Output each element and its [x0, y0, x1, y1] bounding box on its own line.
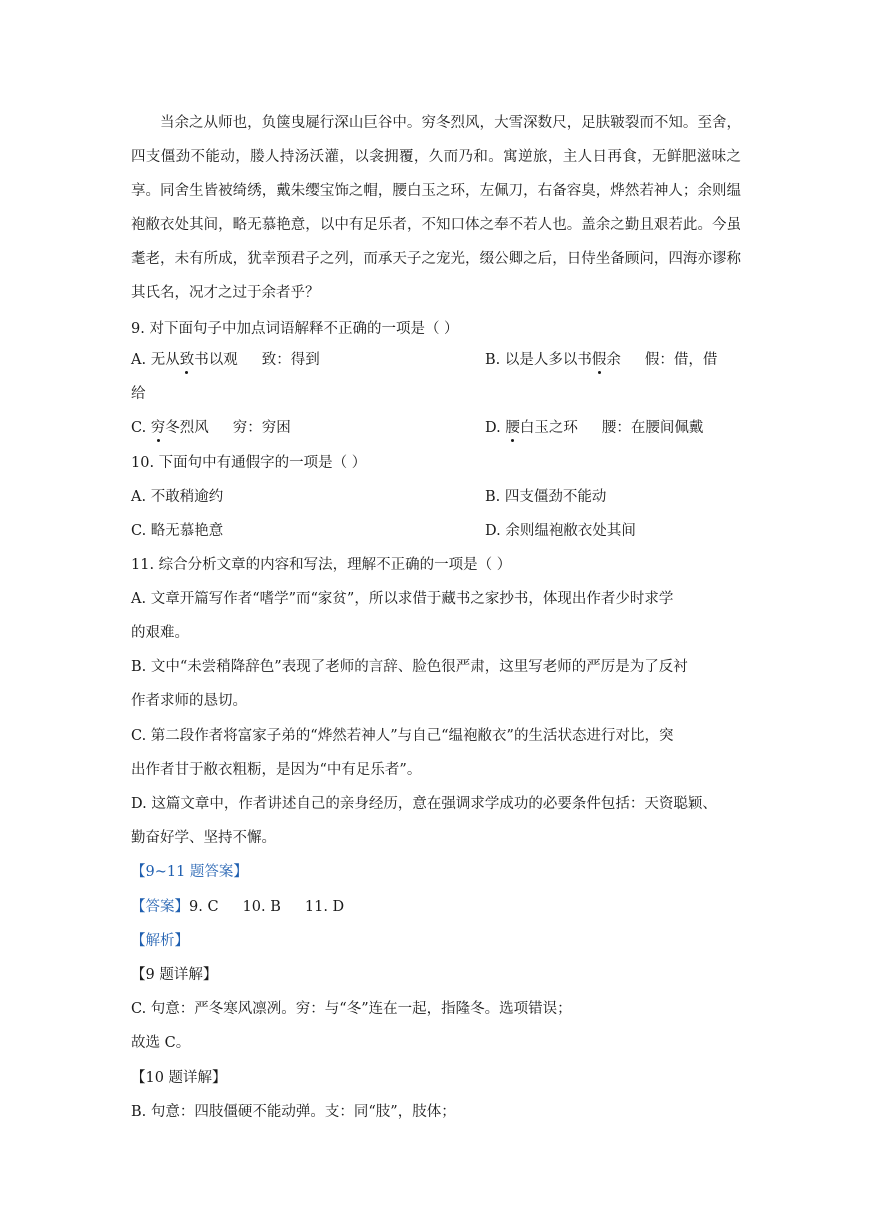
q9-option-b: B. 以是人多以书假余 假：借，借 — [485, 352, 718, 368]
answer-10: 10. B — [242, 899, 281, 915]
answer-label: 【答案】 — [131, 899, 189, 915]
q9-stem: 9. 对下面句子中加点词语解释不正确的一项是（ ） — [131, 321, 459, 337]
emphasis-dot-char: 穷 — [150, 420, 166, 436]
q11-option-b-line1: B. 文中“未尝稍降辞色”表现了老师的言辞、脸色很严肃，这里写老师的严厉是为了反衬 — [131, 659, 688, 675]
q11-option-d-line1: D. 这篇文章中，作者讲述自己的亲身经历，意在强调求学成功的必要条件包括：天资聪颖、 — [131, 796, 717, 812]
analysis-label: 【解析】 — [131, 933, 189, 949]
q10-option-a: A. 不敢稍逾约 — [131, 489, 224, 505]
q9-conclusion: 故选 C。 — [131, 1035, 191, 1051]
q10-option-b: B. 四支僵劲不能动 — [485, 489, 607, 505]
q10-option-c: C. 略无慕艳意 — [131, 523, 224, 539]
q9-option-b-continued: 给 — [131, 386, 146, 402]
answer-section-header: 【9~11 题答案】 — [131, 864, 248, 880]
q11-option-c-line1: C. 第二段作者将富家子弟的“烨然若神人”与自己“缊袍敝衣”的生活状态进行对比，突 — [131, 728, 674, 744]
q9-option-c: C. 穷冬烈风 穷：穷困 — [131, 420, 291, 436]
q11-option-b-line2: 作者求师的恳切。 — [131, 693, 247, 709]
q10-detail-text: B. 句意：四肢僵硬不能动弹。支：同“肢”，肢体； — [131, 1104, 456, 1120]
emphasis-dot-char: 致 — [179, 352, 195, 368]
q9-option-a: A. 无从致书以观 致：得到 — [131, 352, 320, 368]
q10-detail-header: 【10 题详解】 — [131, 1070, 227, 1086]
emphasis-dot-char: 腰 — [505, 420, 520, 436]
q11-option-a-line2: 的艰难。 — [131, 625, 189, 641]
q11-stem: 11. 综合分析文章的内容和写法，理解不正确的一项是（ ） — [131, 557, 512, 573]
q9-option-d: D. 腰白玉之环 腰：在腰间佩戴 — [485, 420, 704, 436]
q11-option-c-line2: 出作者甘于敝衣粗粝，是因为“中有足乐者”。 — [131, 762, 422, 778]
answer-9: 9. C — [189, 899, 219, 915]
q11-option-a-line1: A. 文章开篇写作者“嗜学”而“家贫”，所以求借于藏书之家抄书，体现出作者少时求学 — [131, 591, 674, 607]
q9-detail-header: 【9 题详解】 — [131, 967, 218, 983]
q9-detail-text: C. 句意：严冬寒风凛冽。穷：与“冬”连在一起，指隆冬。选项错误； — [131, 1001, 572, 1017]
q10-stem: 10. 下面句中有通假字的一项是（ ） — [131, 455, 367, 471]
answer-row — [131, 897, 344, 917]
passage-paragraph: 当余之从师也，负箧曳屣行深山巨谷中。穷冬烈风，大雪深数尺，足肤皲裂而不知。至舍，四支僵劲不能动，媵人持汤沃灌，以衾拥覆，久而乃和。寓逆旅，主人日再食，无鲜肥滋味之享。同舍生皆被绮绣，戴朱缨宝饰之帽，腰白玉之环，左佩刀，右备容臭，烨然若神人；余则缊袍敝衣处其间，略无慕艳意，以中有足乐者，不知口体之奉不若人也。盖余之勤且艰若此。今虽耄老，未有所成，犹幸预君子之列，而承天子之宠光，缀公卿之后，日侍坐备顾问，四海亦谬称其氏名，况才之过于余者乎？ — [131, 115, 741, 301]
emphasis-dot-char: 假 — [591, 352, 607, 368]
answer-11: 11. D — [304, 899, 345, 915]
q11-option-d-line2: 勤奋好学、坚持不懈。 — [131, 830, 276, 846]
q10-option-d: D. 余则缊袍敝衣处其间 — [485, 523, 636, 539]
